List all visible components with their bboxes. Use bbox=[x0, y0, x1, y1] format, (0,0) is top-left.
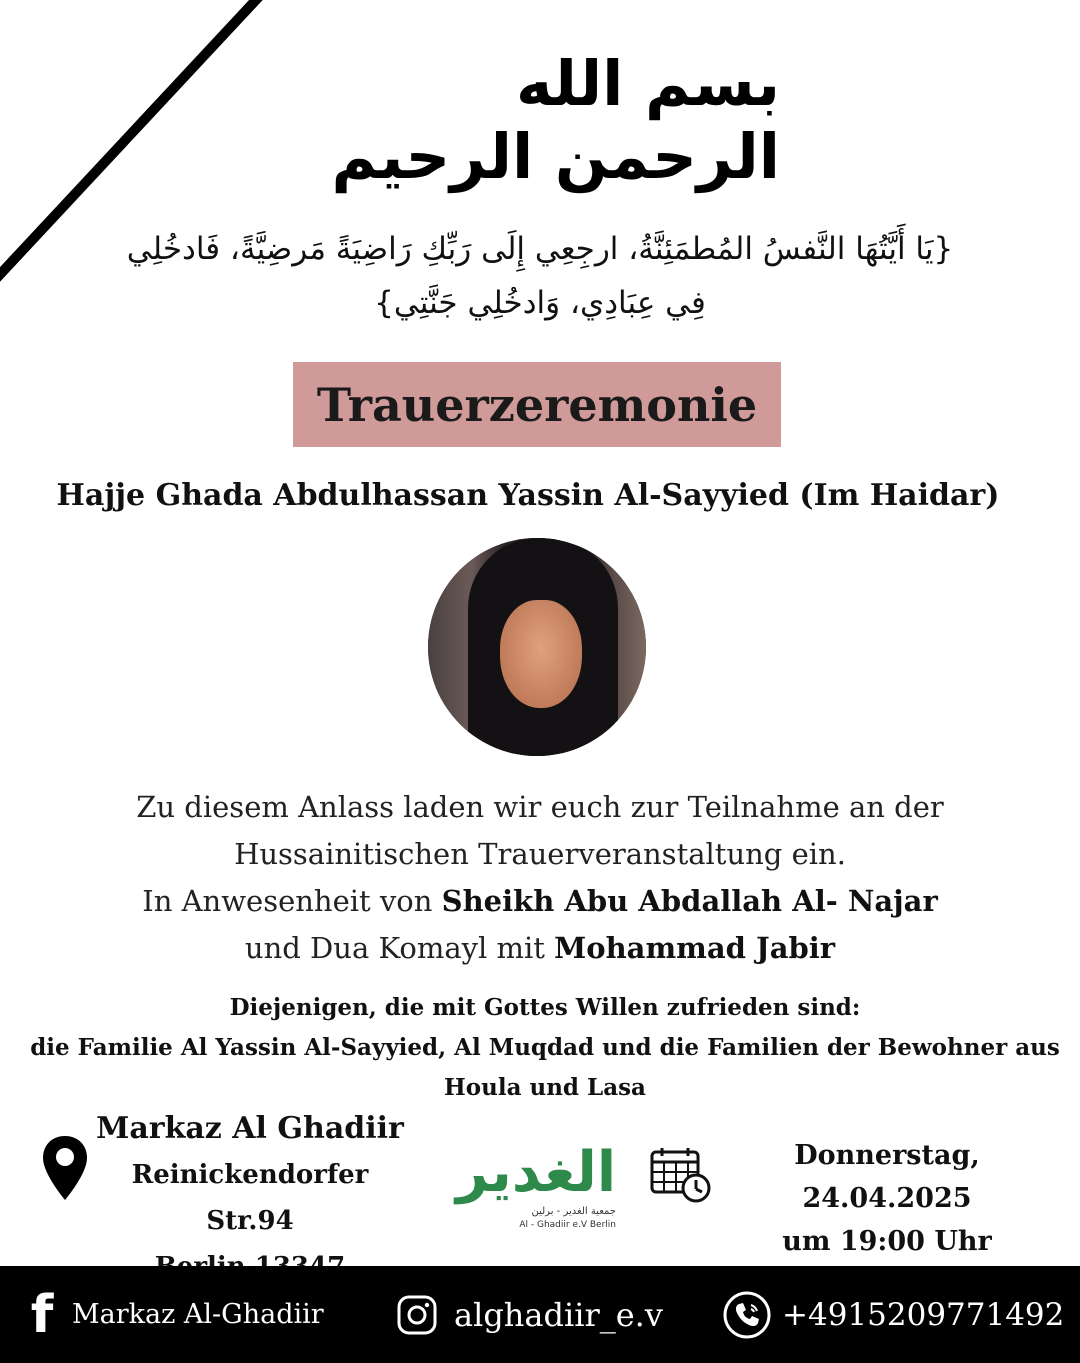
instagram-handle: alghadiir_e.v bbox=[454, 1295, 663, 1334]
venue-name: Markaz Al Ghadiir bbox=[96, 1111, 404, 1146]
facebook-handle: Markaz Al-Ghadiir bbox=[72, 1299, 324, 1330]
al-ghadiir-logo bbox=[456, 1132, 616, 1232]
invitation-text bbox=[60, 784, 1020, 972]
basmala-calligraphy: بسم الله الرحمن الرحيم bbox=[331, 47, 780, 193]
quran-verse bbox=[100, 222, 980, 330]
instagram-contact[interactable] bbox=[396, 1266, 663, 1363]
reciter-name: Mohammad Jabir bbox=[554, 931, 836, 965]
location-block bbox=[95, 1106, 405, 1290]
sheikh-name: Sheikh Abu Abdallah Al- Najar bbox=[441, 884, 938, 918]
event-date: Donnerstag, 24.04.2025 bbox=[794, 1140, 980, 1214]
facebook-contact[interactable] bbox=[22, 1266, 324, 1363]
invitation-line-3: In Anwesenheit von Sheikh Abu Abdallah Al- Najar bbox=[142, 884, 938, 918]
ceremony-title: Trauerzeremonie bbox=[316, 377, 758, 432]
invitation-line-1: Zu diesem Anlass laden wir euch zur Teilnahme an der bbox=[136, 790, 944, 824]
invitation-line-2: Hussainitischen Trauerveranstaltung ein. bbox=[234, 837, 846, 871]
deceased-name: Hajje Ghada Abdulhassan Yassin Al-Sayyied (Im Haidar) bbox=[56, 478, 1000, 513]
calendar-clock-icon bbox=[650, 1146, 712, 1204]
phone-contact[interactable] bbox=[722, 1266, 1064, 1363]
deceased-photo bbox=[428, 538, 646, 756]
phone-icon bbox=[722, 1290, 772, 1340]
verse-line-2: فِي عِبَادِي، وَادخُلِي جَنَّتِي} bbox=[374, 285, 706, 321]
instagram-icon bbox=[396, 1294, 438, 1336]
logo-subtitle-arabic: جمعية الغدير - برلين bbox=[531, 1206, 616, 1217]
families-text bbox=[20, 988, 1070, 1108]
families-line-3: Houla und Lasa bbox=[444, 1074, 646, 1101]
contact-footer bbox=[0, 1266, 1080, 1363]
location-pin-icon bbox=[40, 1134, 90, 1202]
facebook-icon: f bbox=[30, 1284, 54, 1345]
phone-number: +4915209771492 bbox=[782, 1296, 1065, 1333]
ceremony-title-banner bbox=[293, 362, 781, 447]
invitation-line-4: und Dua Komayl mit Mohammad Jabir bbox=[244, 931, 836, 965]
logo-subtitle-english: Al - Ghadiir e.V Berlin bbox=[519, 1220, 616, 1230]
event-datetime bbox=[720, 1134, 1054, 1263]
logo-arabic: الغدير bbox=[455, 1139, 617, 1205]
families-line-1: Diejenigen, die mit Gottes Willen zufrieden sind: bbox=[229, 994, 861, 1021]
event-time: um 19:00 Uhr bbox=[782, 1226, 992, 1257]
families-line-2: die Familie Al Yassin Al-Sayyied, Al Muqdad und die Familien der Bewohner aus bbox=[30, 1034, 1060, 1061]
verse-line-1: {يَا أَيَّتُهَا النَّفسُ المُطمَئِنَّةُ، ارجِعِي إِلَى رَبِّكِ رَاضِيَةً مَرضِيَّةً، فَادخُلِي bbox=[126, 231, 954, 267]
venue-street: Reinickendorfer Str.94 bbox=[131, 1160, 369, 1236]
